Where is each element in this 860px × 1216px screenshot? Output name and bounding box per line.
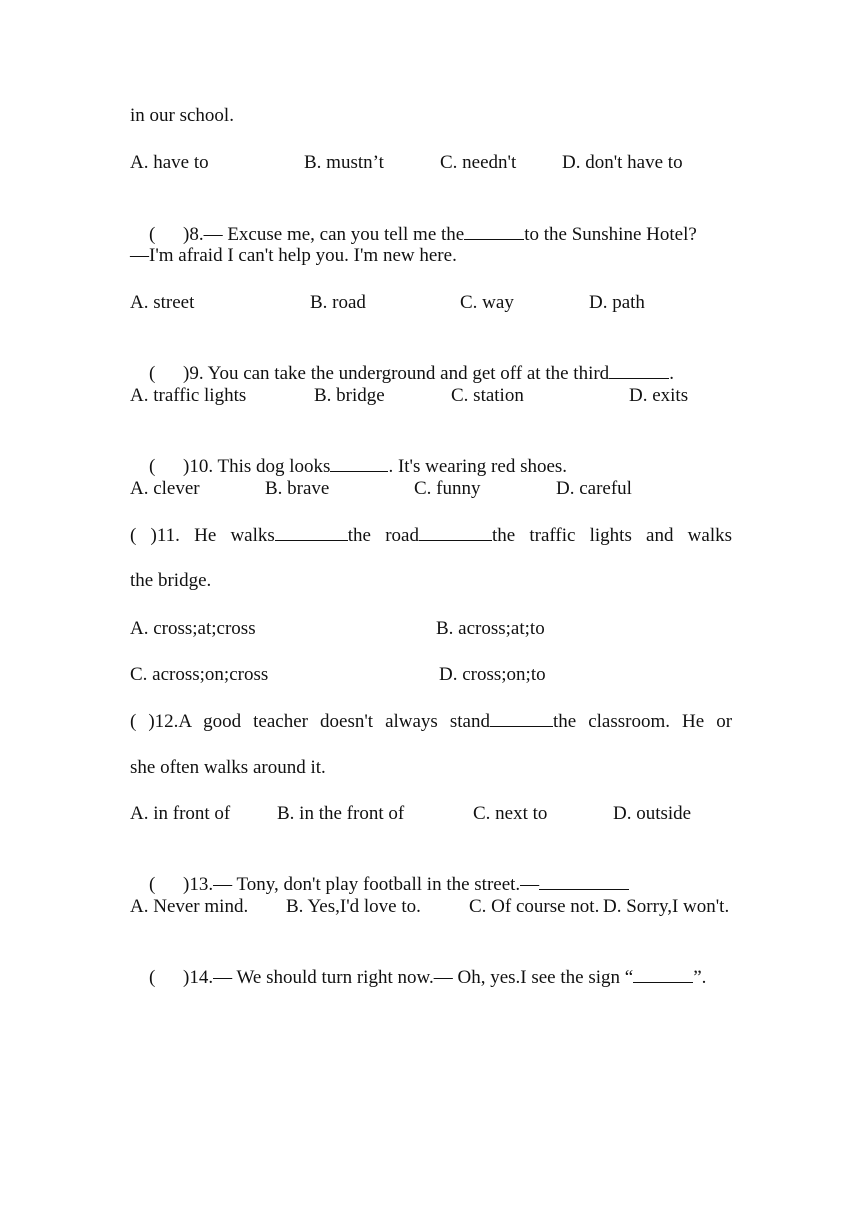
q12-option-b: B. in the front of [277,803,405,824]
q7-option-d: D. don't have to [562,152,683,173]
q8-option-d: D. path [589,292,645,313]
q10-option-b: B. brave [265,478,330,499]
q11-option-c: C. across;on;cross [130,664,269,685]
q10-option-c: C. funny [414,478,481,499]
q13-blank [539,872,629,890]
q9-blank [609,361,669,379]
q9-option-d: D. exits [629,385,689,406]
q11-text-b: the road [347,525,419,546]
q9-option-b: B. bridge [314,385,385,406]
q8-reply: —I'm afraid I can't help you. I'm new here. [130,245,457,266]
q7-option-c: C. needn't [440,152,517,173]
q12-blank [490,709,553,727]
q9-option-c: C. station [451,385,524,406]
q11-text-a: )11. He walks [150,525,275,546]
q7-continuation: in our school. [130,105,234,126]
q13-option-d: D. Sorry,I won't. [603,896,730,917]
q9-text-a: )9. You can take the underground and get off at the third [183,363,610,384]
answer-paren: ( [130,525,137,546]
q12-question [130,709,732,734]
q12-option-c: C. next to [473,803,548,824]
answer-paren: ( [130,711,137,732]
q13-option-a: A. Never mind. [130,896,249,917]
q12-option-d: D. outside [613,803,692,824]
q13-option-b: B. Yes,I'd love to. [286,896,421,917]
q10-option-d: D. careful [556,478,632,499]
answer-paren: ( [149,224,156,245]
q8-option-a: A. street [130,292,195,313]
q12-text-a: )12.A good teacher doesn't always stand [148,711,490,732]
q13-text-a: )13.— Tony, don't play football in the street.— [183,874,540,895]
q11-option-a: A. cross;at;cross [130,618,256,639]
q8-option-c: C. way [460,292,514,313]
q10-blank [330,454,388,472]
q11-text-c: the traffic lights and walks [491,525,732,546]
q11-blank-1 [275,523,348,541]
q11-question [130,523,732,548]
q8-blank [464,222,524,240]
q10-text-a: )10. This dog looks [183,456,331,477]
q11-option-b: B. across;at;to [436,618,545,639]
q9-option-a: A. traffic lights [130,385,247,406]
q11-continuation: the bridge. [130,570,212,591]
answer-paren: ( [149,363,156,384]
q10-option-a: A. clever [130,478,200,499]
answer-paren: ( [149,967,156,988]
q11-option-d: D. cross;on;to [439,664,546,685]
q7-option-b: B. mustn’t [304,152,384,173]
q7-option-a: A. have to [130,152,209,173]
q9-text-b: . [669,363,674,384]
q10-text-b: . It's wearing red shoes. [388,456,568,477]
q8-option-b: B. road [310,292,366,313]
q11-blank-2 [419,523,492,541]
q8-text-a: )8.— Excuse me, can you tell me the [183,224,465,245]
q8-text-b: to the Sunshine Hotel? [524,224,697,245]
q12-option-a: A. in front of [130,803,231,824]
answer-paren: ( [149,456,156,477]
q14-blank [633,965,693,983]
q13-option-c: C. Of course not. [469,896,600,917]
q14-text-a: )14.— We should turn right now.— Oh, yes.I see the sign “ [183,967,634,988]
q14-question [130,941,732,1014]
answer-paren: ( [149,874,156,895]
q12-continuation: she often walks around it. [130,757,326,778]
q14-text-b: ”. [693,967,707,988]
q12-text-b: the classroom. He or [552,711,733,732]
